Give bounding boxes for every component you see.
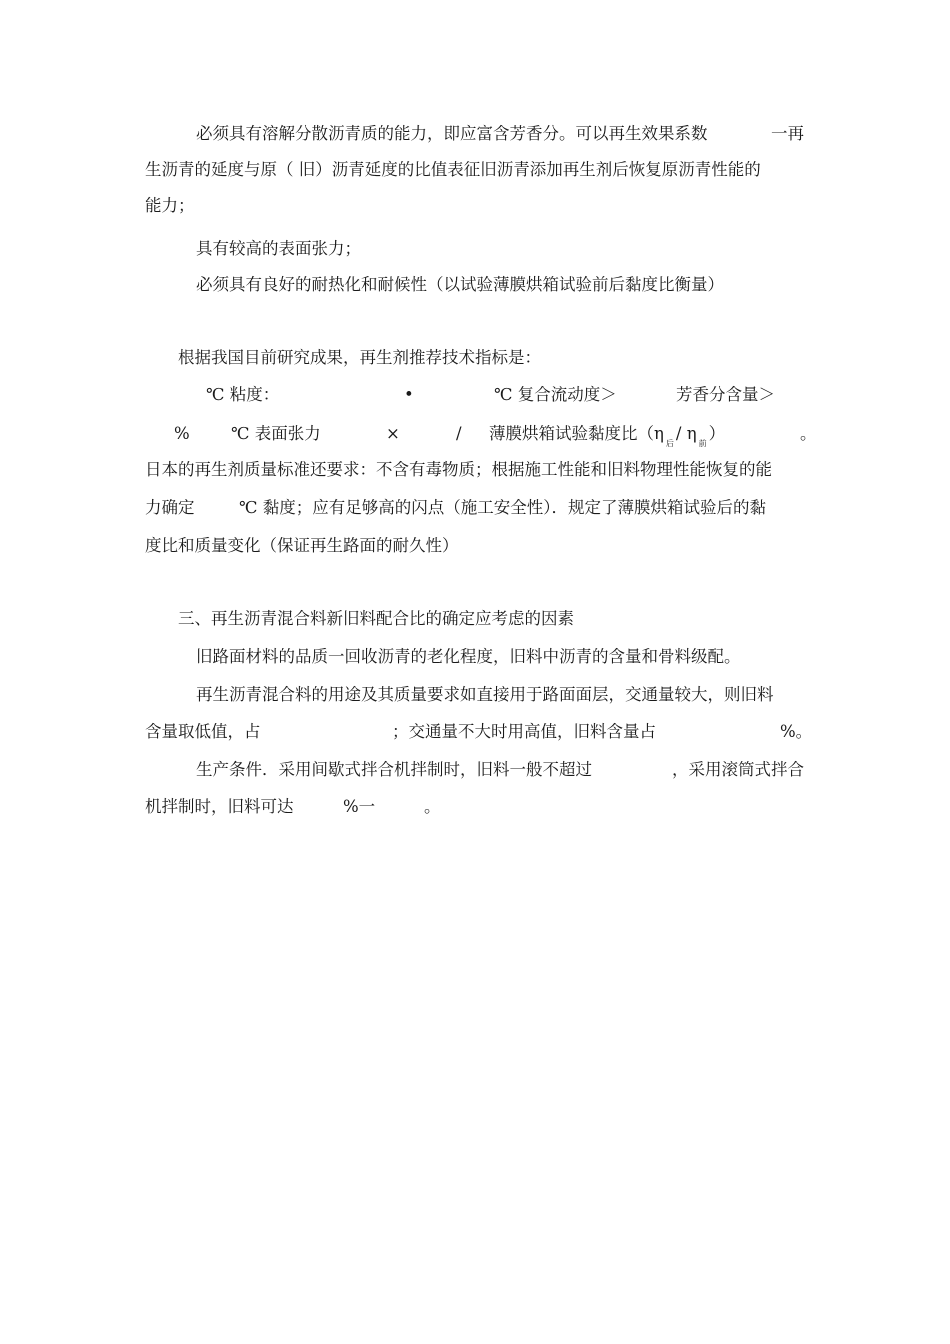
text-segment: ℃ 黏度；应有足够高的闪点（施工安全性）．规定了薄膜烘箱试验后的黏	[239, 498, 766, 517]
spec-slash: /	[456, 424, 462, 443]
paragraph-8-line-2	[0, 797, 950, 817]
text-segment: / η	[675, 424, 697, 443]
spec-flowability: ℃ 复合流动度＞	[494, 385, 617, 404]
paragraph-7-line-2	[0, 722, 950, 742]
text-segment: 含量取低值，占	[145, 722, 261, 741]
paragraph-5-line-2	[0, 498, 950, 518]
spec-surface-tension: ℃ 表面张力	[231, 424, 321, 443]
paragraph-3	[196, 275, 724, 295]
spec-viscosity: ℃ 粘度：	[206, 385, 280, 404]
text-segment: 机拌制时，旧料可达	[145, 797, 294, 816]
text-segment: 旧路面材料的品质一回收沥青的老化程度，旧料中沥青的含量和骨料级配。	[196, 647, 741, 666]
text-segment: ，采用滚筒式拌合	[672, 760, 804, 779]
text-segment: %一	[343, 797, 376, 816]
paragraph-1-line-2	[145, 160, 761, 180]
paragraph-5-line-3	[145, 536, 459, 556]
paragraph-1-line-1	[196, 124, 708, 144]
text-segment: 。	[424, 797, 441, 816]
text-segment: 根据我国目前研究成果，再生剂推荐技术指标是：	[178, 348, 541, 367]
subscript-before: 前	[698, 439, 707, 448]
text-segment: 力确定	[145, 498, 195, 517]
text-segment: %。	[780, 722, 813, 741]
text-segment: 必须具有良好的耐热化和耐候性（以试验薄膜烘箱试验前后黏度比衡量）	[196, 275, 724, 294]
paragraph-8-line-1	[0, 760, 950, 780]
paragraph-1-line-3	[145, 196, 195, 216]
paragraph-6	[196, 647, 741, 667]
text-segment: 生产条件．采用间歇式拌合机拌制时，旧料一般不超过	[196, 760, 592, 779]
text-segment: 具有较高的表面张力；	[196, 239, 361, 258]
text-segment: ；交通量不大时用高值，旧料含量占	[392, 722, 656, 741]
text-segment: 再生沥青混合料的用途及其质量要求如直接用于路面面层，交通量较大，则旧料	[196, 685, 774, 704]
text-segment: 度比和质量变化（保证再生路面的耐久性）	[145, 536, 459, 555]
paragraph-5-line-1	[145, 460, 772, 480]
text-segment: 一再	[771, 124, 804, 143]
text-segment: ）	[708, 424, 726, 443]
spec-line-1	[0, 385, 950, 405]
text-segment: 薄膜烘箱试验黏度比（η	[489, 424, 664, 443]
spec-period: 。	[800, 424, 817, 443]
spec-line-2	[0, 424, 950, 448]
text-segment: 日本的再生剂质量标准还要求：不含有毒物质；根据施工性能和旧料物理性能恢复的能	[145, 460, 772, 479]
spec-viscosity-ratio	[489, 424, 725, 447]
paragraph-7-line-1	[196, 685, 774, 705]
spec-bullet: •	[404, 385, 414, 404]
spec-percent: %	[174, 424, 190, 443]
paragraph-4	[178, 348, 541, 368]
section-heading-3	[178, 609, 574, 629]
paragraph-2	[196, 239, 361, 259]
text-segment: 三、再生沥青混合料新旧料配合比的确定应考虑的因素	[178, 609, 574, 628]
text-segment: 必须具有溶解分散沥青质的能力，即应富含芳香分。可以再生效果系数	[196, 124, 708, 143]
subscript-after: 后	[665, 439, 674, 448]
text-segment: 能力；	[145, 196, 195, 215]
text-segment: 生沥青的延度与原（ 旧）沥青延度的比值表征旧沥青添加再生剂后恢复原沥青性能的	[145, 160, 761, 179]
spec-times: ×	[386, 424, 400, 443]
spec-aromatic: 芳香分含量＞	[676, 385, 775, 404]
paragraph-1-line-1-tail	[771, 124, 804, 144]
